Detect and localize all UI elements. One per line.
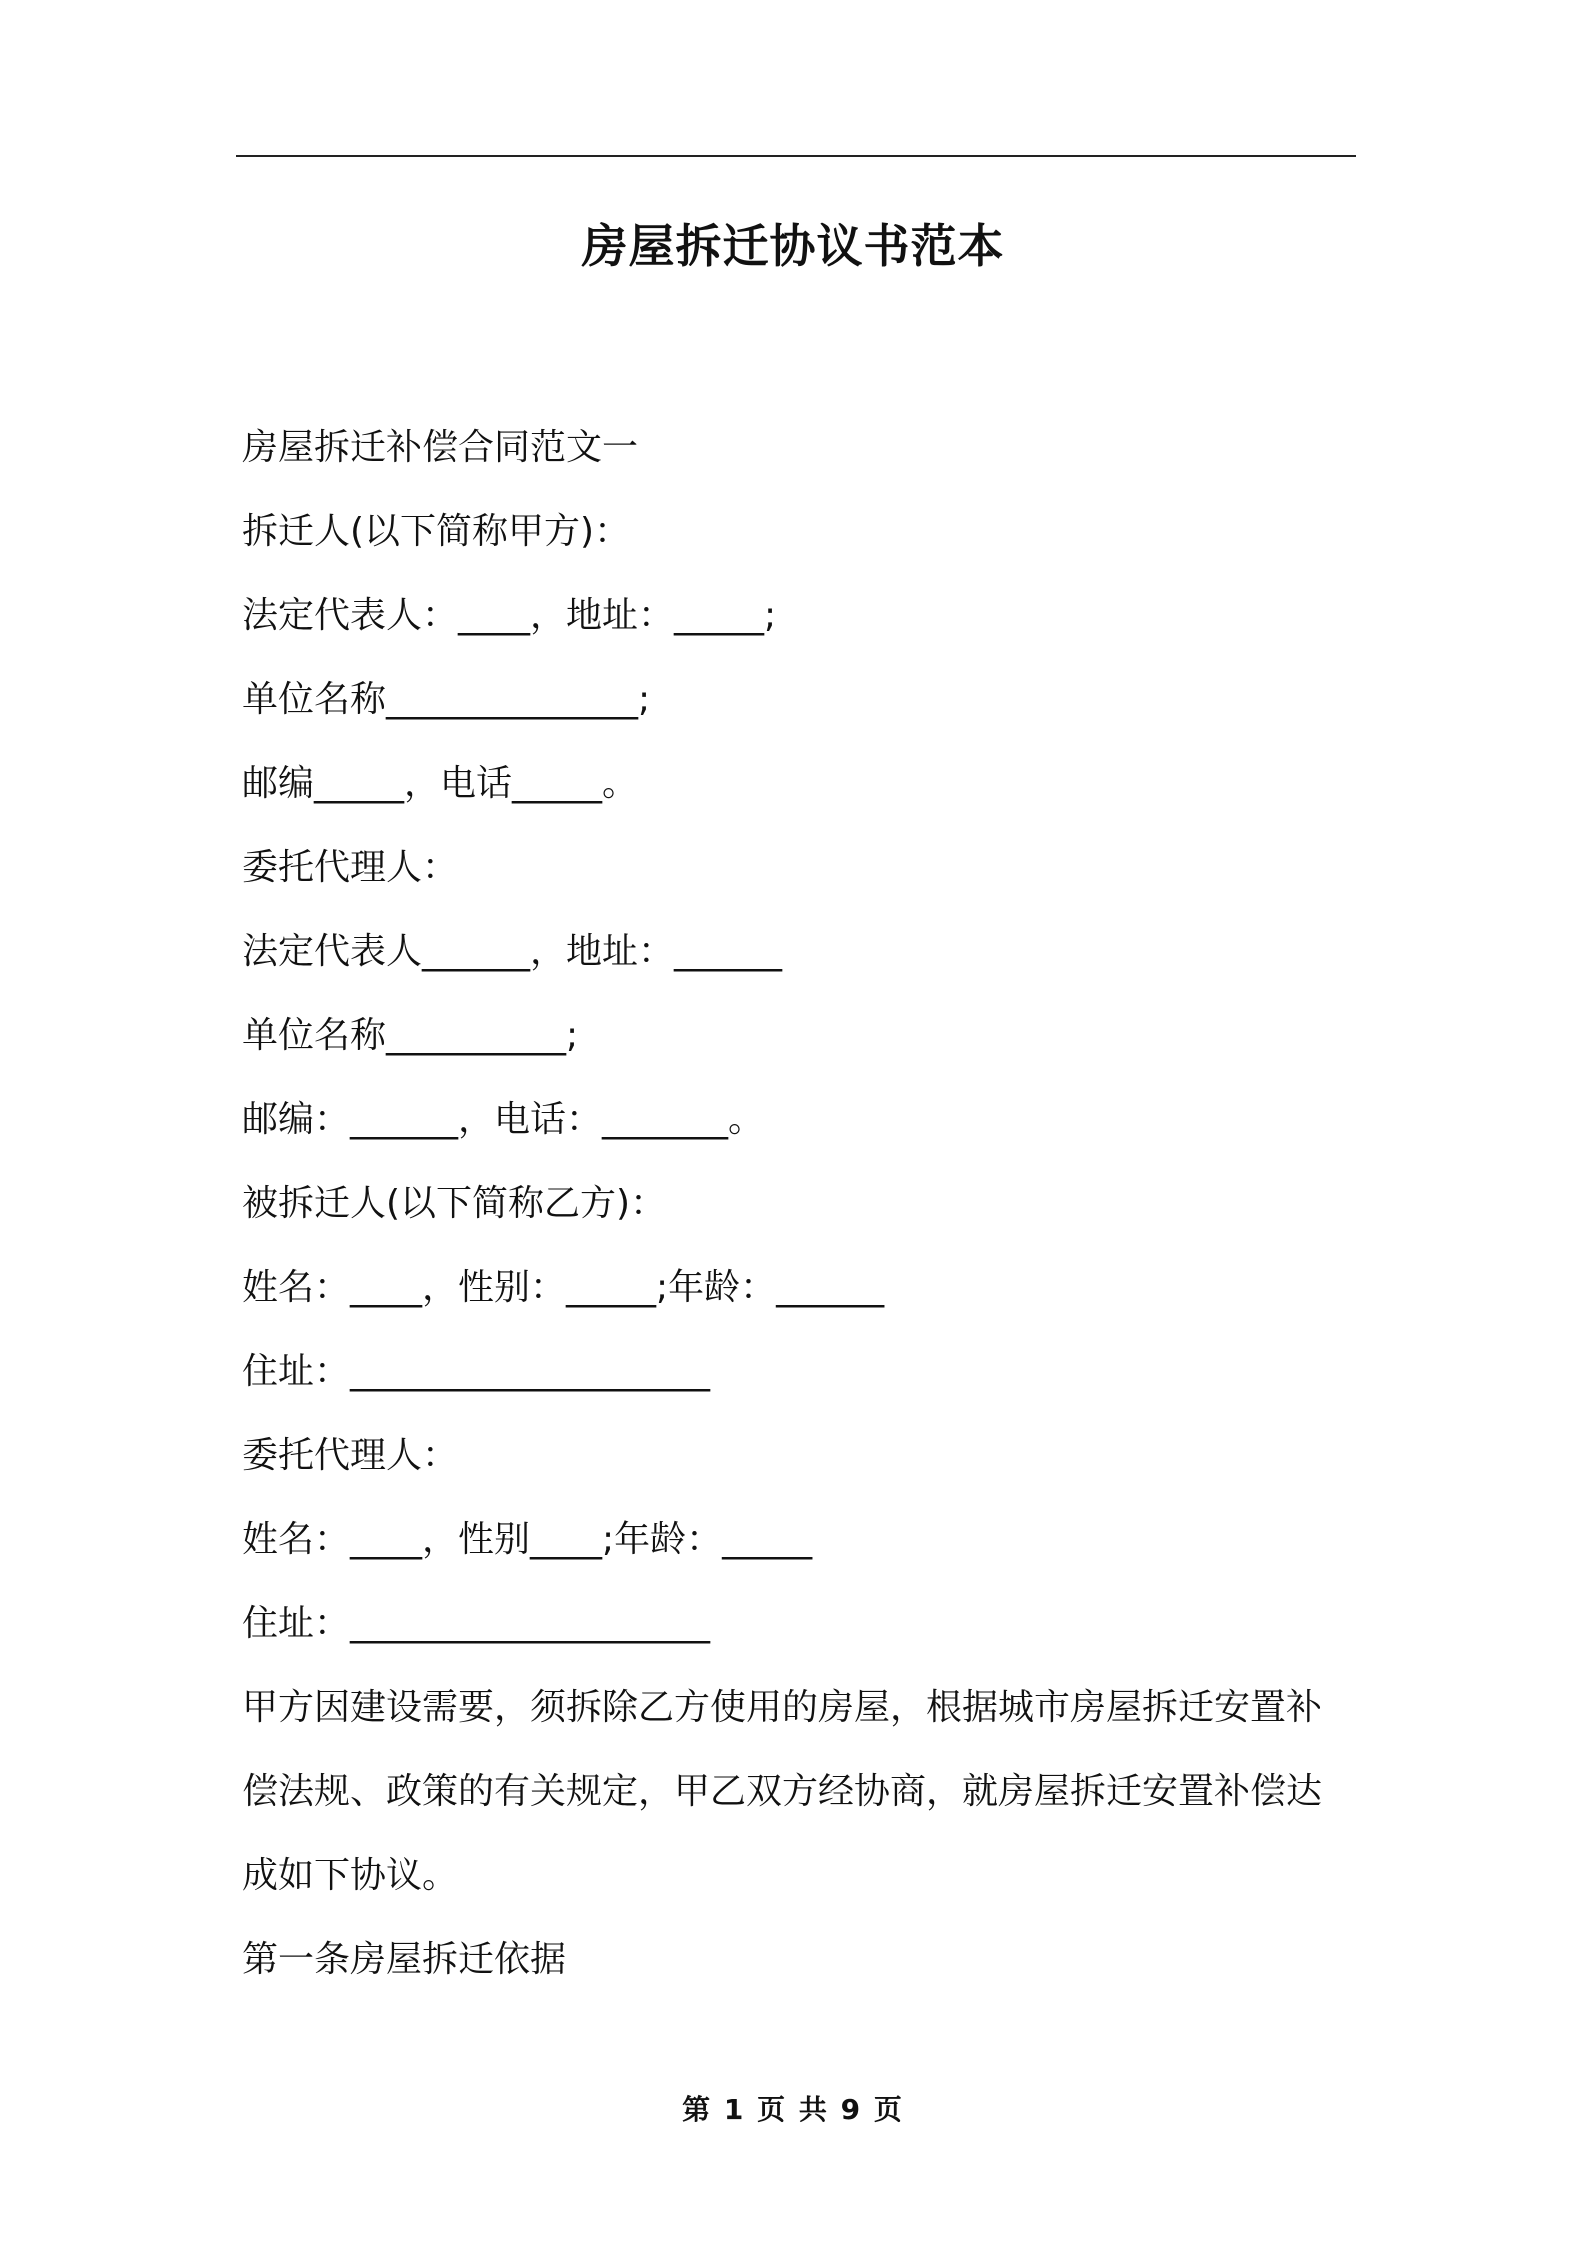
body-line: 第一条房屋拆迁依据 xyxy=(242,1939,567,1980)
body-line: 偿法规、政策的有关规定，甲乙双方经协商，就房屋拆迁安置补偿达 xyxy=(242,1771,1323,1812)
header-rule xyxy=(236,155,1356,157)
page-footer: 第 1 页 共 9 页 xyxy=(682,2093,904,2126)
body-line: 甲方因建设需要，须拆除乙方使用的房屋，根据城市房屋拆迁安置补 xyxy=(242,1687,1323,1728)
body-line: 姓名：____，性别：_____;年龄：______ xyxy=(242,1267,885,1308)
body-line: 单位名称______________; xyxy=(242,679,651,720)
body-line: 住址：____________________ xyxy=(242,1351,711,1392)
body-line: 成如下协议。 xyxy=(242,1855,459,1896)
body-line: 法定代表人______，地址：______ xyxy=(242,931,783,972)
body-line: 委托代理人： xyxy=(242,847,459,888)
body-line: 法定代表人：____，地址：_____; xyxy=(242,595,777,636)
body-line: 住址：____________________ xyxy=(242,1603,711,1644)
body-line: 拆迁人(以下简称甲方)： xyxy=(242,511,631,552)
body-line: 邮编_____，电话_____。 xyxy=(242,763,639,804)
body-line: 姓名：____，性别____;年龄：_____ xyxy=(242,1519,813,1560)
body-line: 被拆迁人(以下简称乙方)： xyxy=(242,1183,667,1224)
body-line: 邮编：______，电话：_______。 xyxy=(242,1099,765,1140)
document-title: 房屋拆迁协议书范本 xyxy=(581,219,1005,273)
body-line: 委托代理人： xyxy=(242,1435,459,1476)
document-body xyxy=(242,406,1362,2002)
body-line: 单位名称__________; xyxy=(242,1015,579,1056)
body-line: 房屋拆迁补偿合同范文一 xyxy=(242,427,639,468)
